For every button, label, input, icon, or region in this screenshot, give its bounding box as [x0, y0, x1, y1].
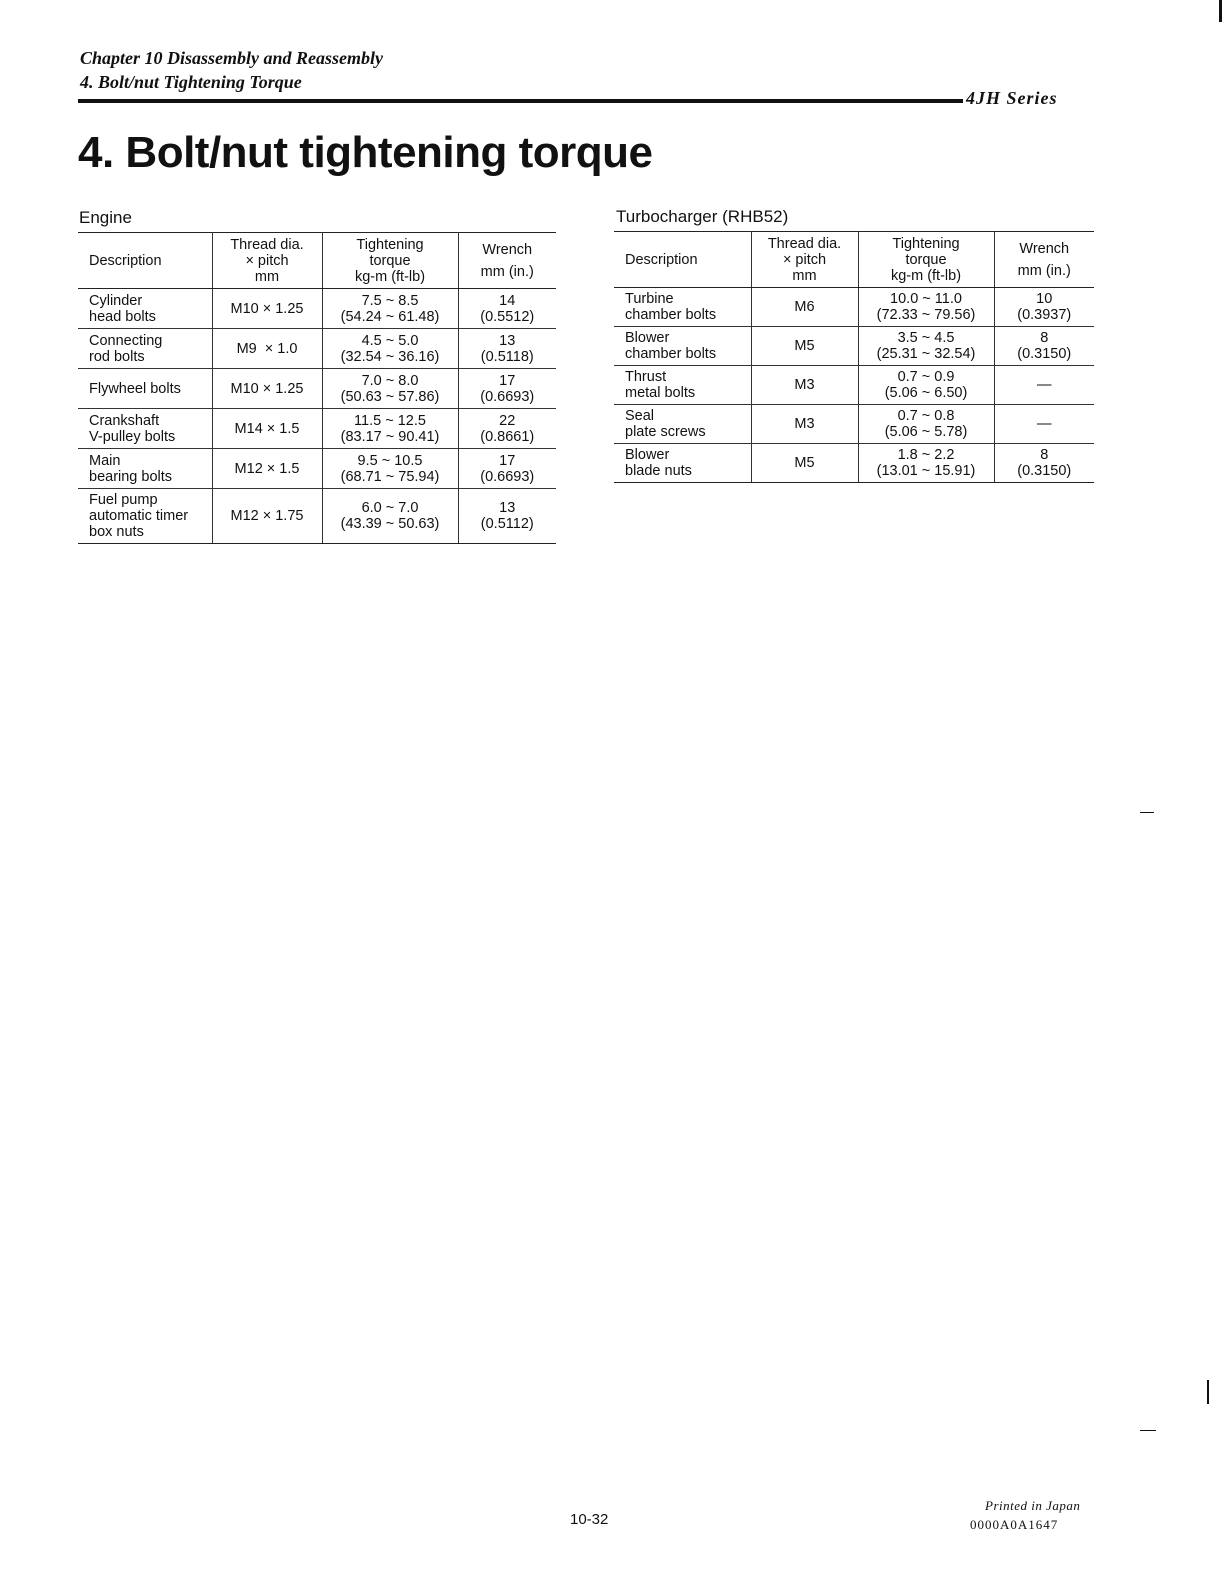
- row-wrench: 17 (0.6693): [458, 449, 556, 489]
- header-thread: Thread dia. × pitch mm: [212, 233, 322, 289]
- header-thread: Thread dia. × pitch mm: [751, 232, 858, 288]
- section-heading: 4. Bolt/nut Tightening Torque: [80, 72, 302, 92]
- scan-edge-mark: [1219, 0, 1222, 22]
- row-torque: 6.0 ~ 7.0 (43.39 ~ 50.63): [322, 489, 458, 544]
- row-wrench: 8 (0.3150): [994, 327, 1094, 366]
- row-thread: M12 × 1.75: [212, 489, 322, 544]
- engine-table-caption: Engine: [79, 208, 132, 227]
- row-wrench: 13 (0.5112): [458, 489, 556, 544]
- header-wrench: Wrench mm (in.): [458, 233, 556, 289]
- header-torque: Tightening torque kg-m (ft-lb): [322, 233, 458, 289]
- table-row: [78, 489, 556, 544]
- table-row: [614, 366, 1094, 405]
- header-wrench: Wrench mm (in.): [994, 232, 1094, 288]
- document-number: 0000A0A1647: [970, 1517, 1059, 1532]
- row-wrench: 17 (0.6693): [458, 369, 556, 409]
- table-row: [78, 369, 556, 409]
- row-thread: M5: [751, 444, 858, 483]
- row-torque: 3.5 ~ 4.5 (25.31 ~ 32.54): [858, 327, 994, 366]
- table-row: [614, 444, 1094, 483]
- printed-in-label: Printed in Japan: [985, 1498, 1081, 1513]
- turbo-table-caption: Turbocharger (RHB52): [616, 207, 789, 226]
- table-row: [78, 409, 556, 449]
- row-description: Fuel pump automatic timer box nuts: [78, 489, 212, 544]
- row-wrench: 8 (0.3150): [994, 444, 1094, 483]
- table-row: [78, 449, 556, 489]
- row-description: Main bearing bolts: [78, 449, 212, 489]
- table-row: [614, 288, 1094, 327]
- header-description: Description: [614, 232, 751, 288]
- row-wrench: 10 (0.3937): [994, 288, 1094, 327]
- row-torque: 0.7 ~ 0.8 (5.06 ~ 5.78): [858, 405, 994, 444]
- scan-edge-mark: [1207, 1380, 1209, 1404]
- scan-edge-mark: [1140, 1430, 1156, 1431]
- row-thread: M6: [751, 288, 858, 327]
- row-description: Blower chamber bolts: [614, 327, 751, 366]
- row-wrench: —: [994, 366, 1094, 405]
- row-wrench: —: [994, 405, 1094, 444]
- table-row: [78, 329, 556, 369]
- row-torque: 4.5 ~ 5.0 (32.54 ~ 36.16): [322, 329, 458, 369]
- row-thread: M5: [751, 327, 858, 366]
- row-description: Crankshaft V-pulley bolts: [78, 409, 212, 449]
- row-thread: M10 × 1.25: [212, 289, 322, 329]
- header-description: Description: [78, 233, 212, 289]
- row-description: Blower blade nuts: [614, 444, 751, 483]
- row-torque: 7.0 ~ 8.0 (50.63 ~ 57.86): [322, 369, 458, 409]
- row-thread: M12 × 1.5: [212, 449, 322, 489]
- header-torque: Tightening torque kg-m (ft-lb): [858, 232, 994, 288]
- row-torque: 10.0 ~ 11.0 (72.33 ~ 79.56): [858, 288, 994, 327]
- row-wrench: 13 (0.5118): [458, 329, 556, 369]
- row-description: Thrust metal bolts: [614, 366, 751, 405]
- row-thread: M10 × 1.25: [212, 369, 322, 409]
- table-row: [614, 405, 1094, 444]
- table-header-row: [78, 233, 556, 289]
- row-description: Connecting rod bolts: [78, 329, 212, 369]
- turbo-torque-table: [614, 231, 1094, 483]
- row-torque: 11.5 ~ 12.5 (83.17 ~ 90.41): [322, 409, 458, 449]
- table-row: [78, 289, 556, 329]
- row-torque: 1.8 ~ 2.2 (13.01 ~ 15.91): [858, 444, 994, 483]
- row-thread: M3: [751, 405, 858, 444]
- row-description: Seal plate screws: [614, 405, 751, 444]
- table-header-row: [614, 232, 1094, 288]
- series-label: 4JH Series: [966, 88, 1058, 108]
- row-wrench: 22 (0.8661): [458, 409, 556, 449]
- row-torque: 7.5 ~ 8.5 (54.24 ~ 61.48): [322, 289, 458, 329]
- row-wrench: 14 (0.5512): [458, 289, 556, 329]
- row-description: Flywheel bolts: [78, 369, 212, 409]
- row-thread: M3: [751, 366, 858, 405]
- row-torque: 9.5 ~ 10.5 (68.71 ~ 75.94): [322, 449, 458, 489]
- row-thread: M14 × 1.5: [212, 409, 322, 449]
- chapter-heading: Chapter 10 Disassembly and Reassembly: [80, 48, 384, 68]
- header-rule: [78, 99, 963, 103]
- page-number: 10-32: [570, 1511, 609, 1528]
- row-description: Cylinder head bolts: [78, 289, 212, 329]
- scan-edge-mark: [1140, 812, 1154, 813]
- row-torque: 0.7 ~ 0.9 (5.06 ~ 6.50): [858, 366, 994, 405]
- engine-torque-table: [78, 232, 556, 544]
- page-title: 4. Bolt/nut tightening torque: [78, 128, 653, 177]
- row-thread: M9 × 1.0: [212, 329, 322, 369]
- table-row: [614, 327, 1094, 366]
- row-description: Turbine chamber bolts: [614, 288, 751, 327]
